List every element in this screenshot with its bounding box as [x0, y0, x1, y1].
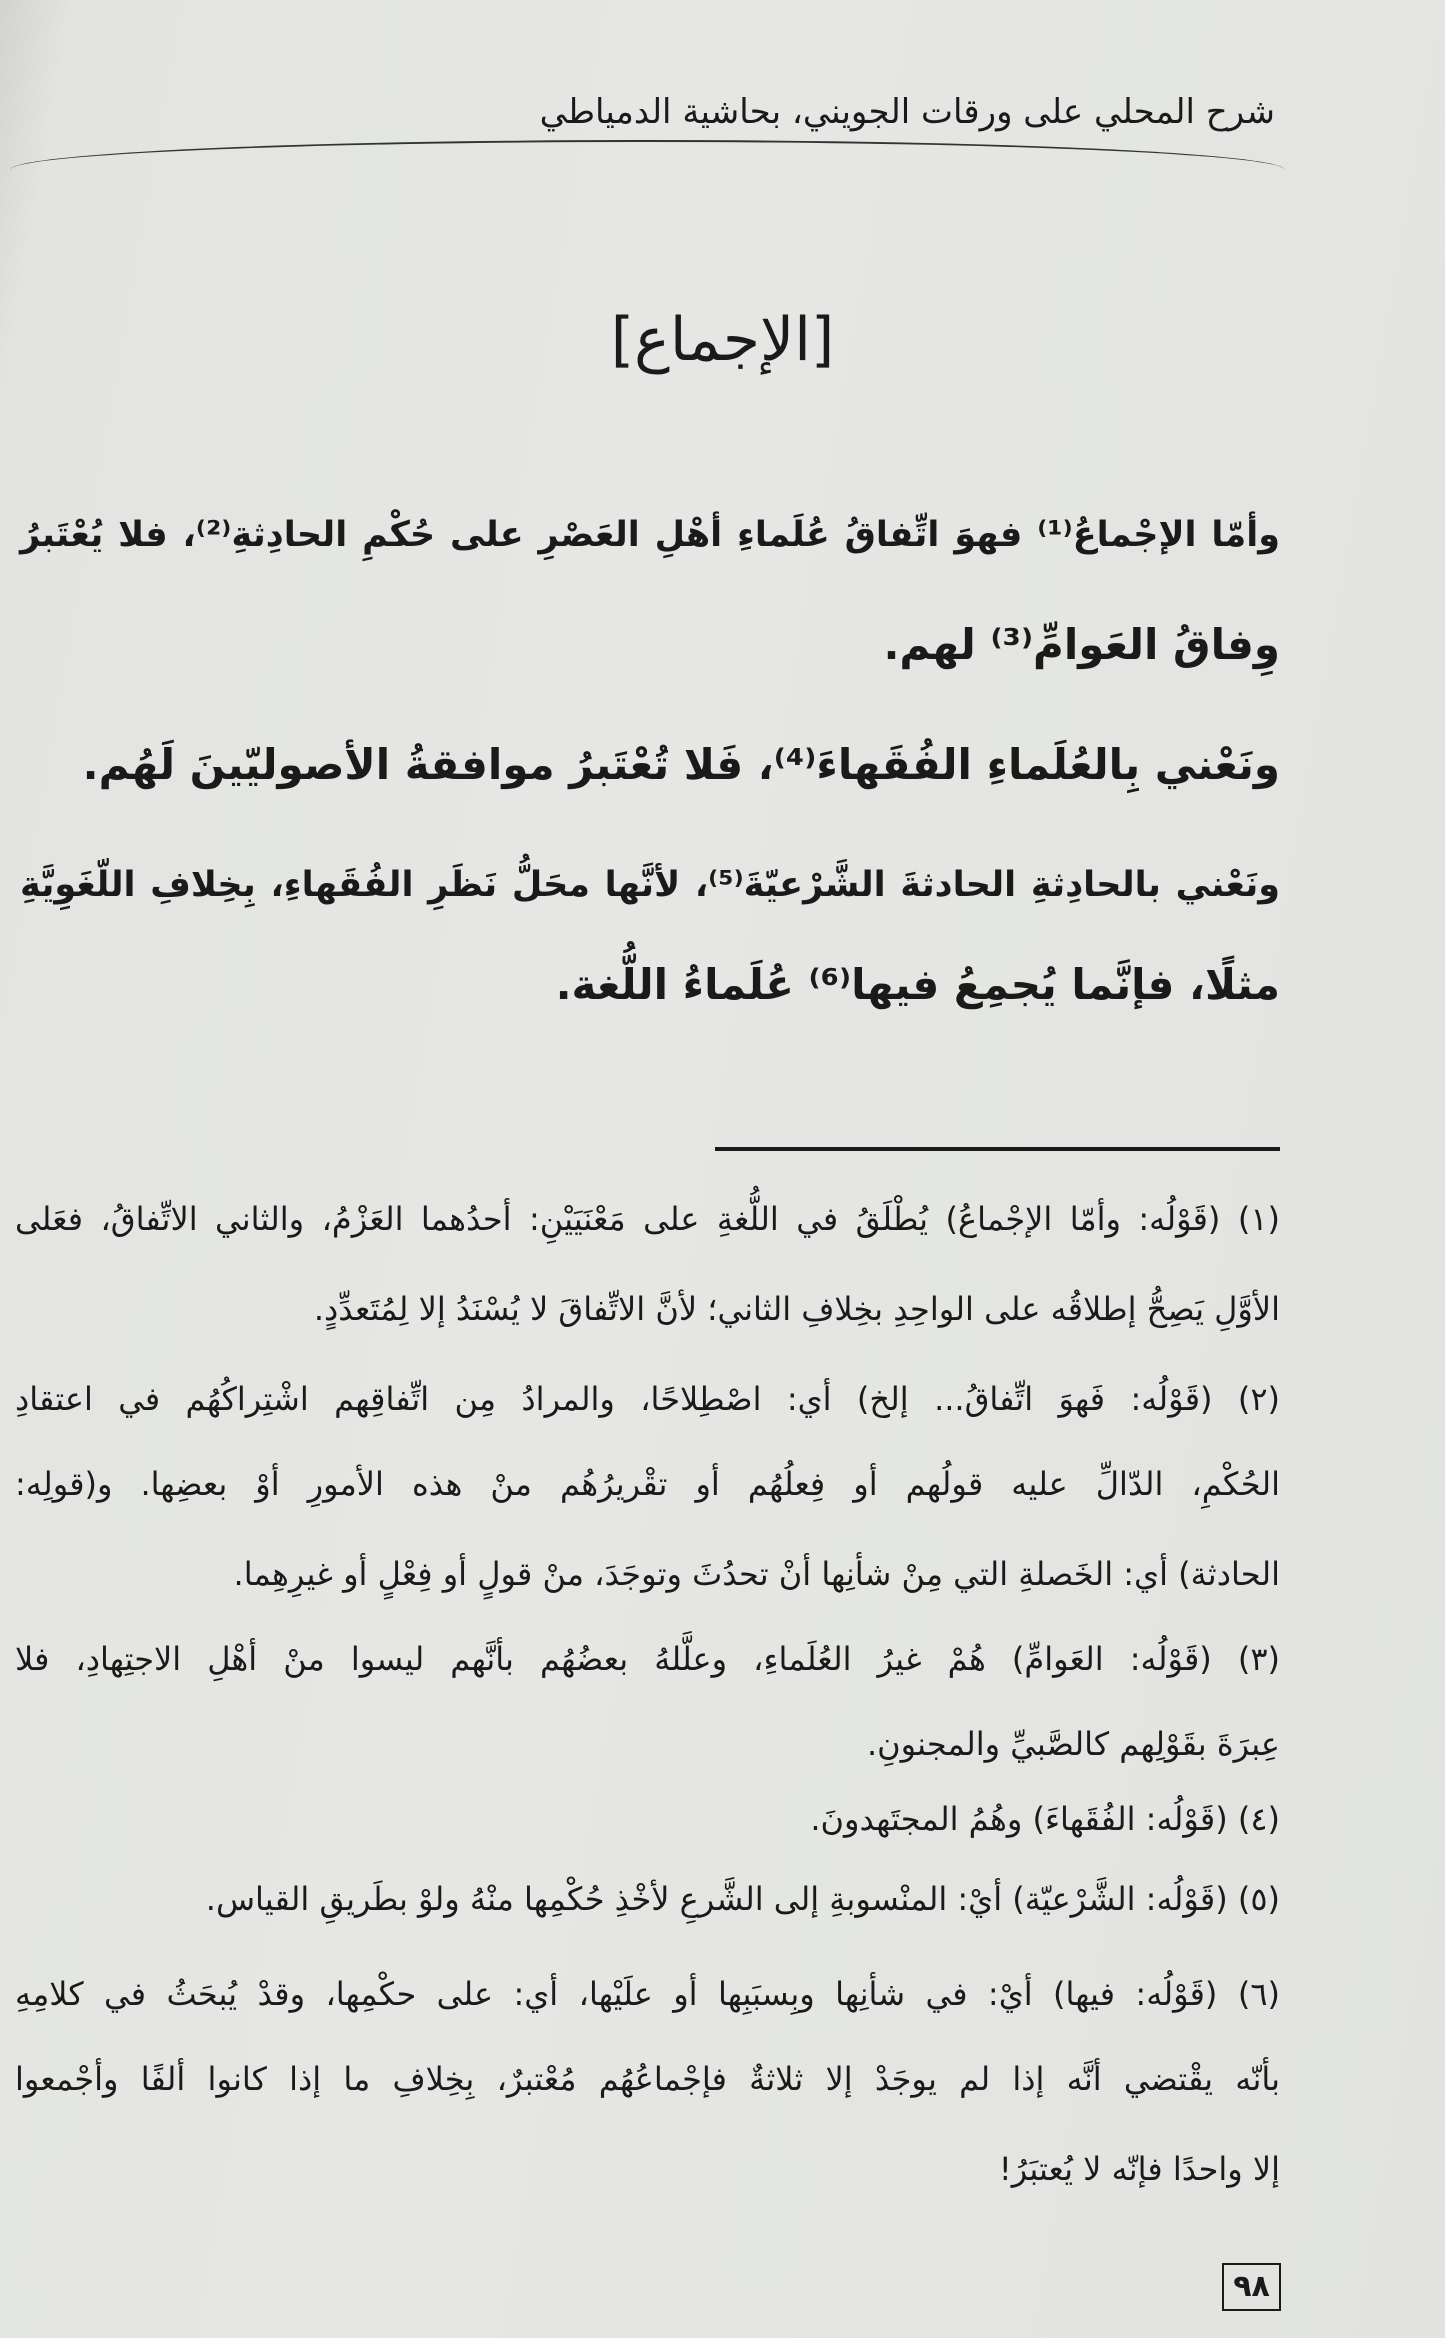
running-header: شرح المحلي على ورقات الجويني، بحاشية الدمياطي	[539, 92, 1275, 132]
footnote-line: عِبرَةَ بقَوْلِهم كالصَّبيِّ والمجنونِ.	[866, 1725, 1280, 1763]
header-divider	[10, 140, 1285, 182]
main-text-line: وِفاقُ العَوامِّ⁽³⁾ لهم.	[883, 620, 1280, 669]
footnote-line: إلا واحدًا فإنّه لا يُعتبَرُ!	[998, 2150, 1280, 2188]
footnote-line: (١) (قَوْلُه: وأمّا الإجْماعُ) يُطْلَقُ في اللُّغةِ على مَعْنَيَيْنِ: أحدُهما العَزْمُ، والثاني الاتِّفاقُ، فعَلى	[15, 1200, 1280, 1238]
footnote-line: بأنّه يقْتضي أنَّه إذا لم يوجَدْ إلا ثلاثةٌ فإجْماعُهُم مُعْتبرٌ، بِخِلافِ ما إذا كانوا ألفًا وأجْمعوا	[15, 2060, 1280, 2098]
footnote-line: (٤) (قَوْلُه: الفُقَهاءَ) وهُمُ المجتَهدونَ.	[810, 1800, 1280, 1838]
main-text-line: ونَعْني بالحادِثةِ الحادثةَ الشَّرْعيّةَ⁽⁵⁾، لأنَّها محَلُّ نَظَرِ الفُقَهاءِ، بِخِلافِ اللّغَوِيَّةِ	[20, 865, 1280, 905]
footnote-line: (٢) (قَوْلُه: فَهوَ اتِّفاقُ... إلخ) أي: اصْطِلاحًا، والمرادُ مِن اتِّفاقِهم اشْتِراكُهُم في اعتقادِ	[15, 1380, 1280, 1418]
footnote-line: الأوَّلِ يَصِحُّ إطلاقُه على الواحِدِ بخِلافِ الثاني؛ لأنَّ الاتِّفاقَ لا يُسْنَدُ إلا لِمُتَعدِّدٍ.	[313, 1290, 1280, 1328]
footnote-line: الحُكْمِ، الدّالِّ عليه قولُهم أو فِعلُهُم أو تقْريرُهُم منْ هذه الأمورِ أوْ بعضِها. و(قولِه:	[15, 1465, 1280, 1503]
page-number: ٩٨	[1222, 2263, 1281, 2311]
footnote-line: الحادثة) أي: الخَصلةِ التي مِنْ شأنِها أنْ تحدُثَ وتوجَدَ، منْ قولٍ أو فِعْلٍ أو غيرِهِما.	[233, 1555, 1280, 1593]
main-text-line: ونَعْني بِالعُلَماءِ الفُقَهاءَ⁽⁴⁾، فَلا تُعْتَبرُ موافقةُ الأصوليّينَ لَهُم.	[82, 740, 1280, 789]
footnote-line: (٥) (قَوْلُه: الشَّرْعيّة) أيْ: المنْسوبةِ إلى الشَّرعِ لأخْذِ حُكْمِها منْهُ ولوْ بطَريقِ القياس.	[205, 1880, 1280, 1918]
footnote-line: (٦) (قَوْلُه: فيها) أيْ: في شأنِها وبِسبَبِها أو علَيْها، أي: على حكْمِها، وقدْ يُبحَثُ في كلامِهِ	[15, 1975, 1280, 2013]
main-text-line: مثلًا، فإنَّما يُجمِعُ فيها⁽⁶⁾ عُلَماءُ اللُّغة.	[555, 960, 1280, 1009]
footnote-divider	[715, 1147, 1280, 1151]
main-text-line: وأمّا الإجْماعُ⁽¹⁾ فهوَ اتِّفاقُ عُلَماءِ أهْلِ العَصْرِ على حُكْمِ الحادِثةِ⁽²⁾، فلا يُعْتَبرُ	[20, 515, 1280, 555]
section-title: [الإجماع]	[610, 305, 835, 375]
footnote-line: (٣) (قَوْلُه: العَوامِّ) هُمْ غيرُ العُلَماءِ، وعلَّلهُ بعضُهُم بأنَّهم ليسوا منْ أهْلِ الاجتِهادِ، فلا	[15, 1640, 1280, 1678]
